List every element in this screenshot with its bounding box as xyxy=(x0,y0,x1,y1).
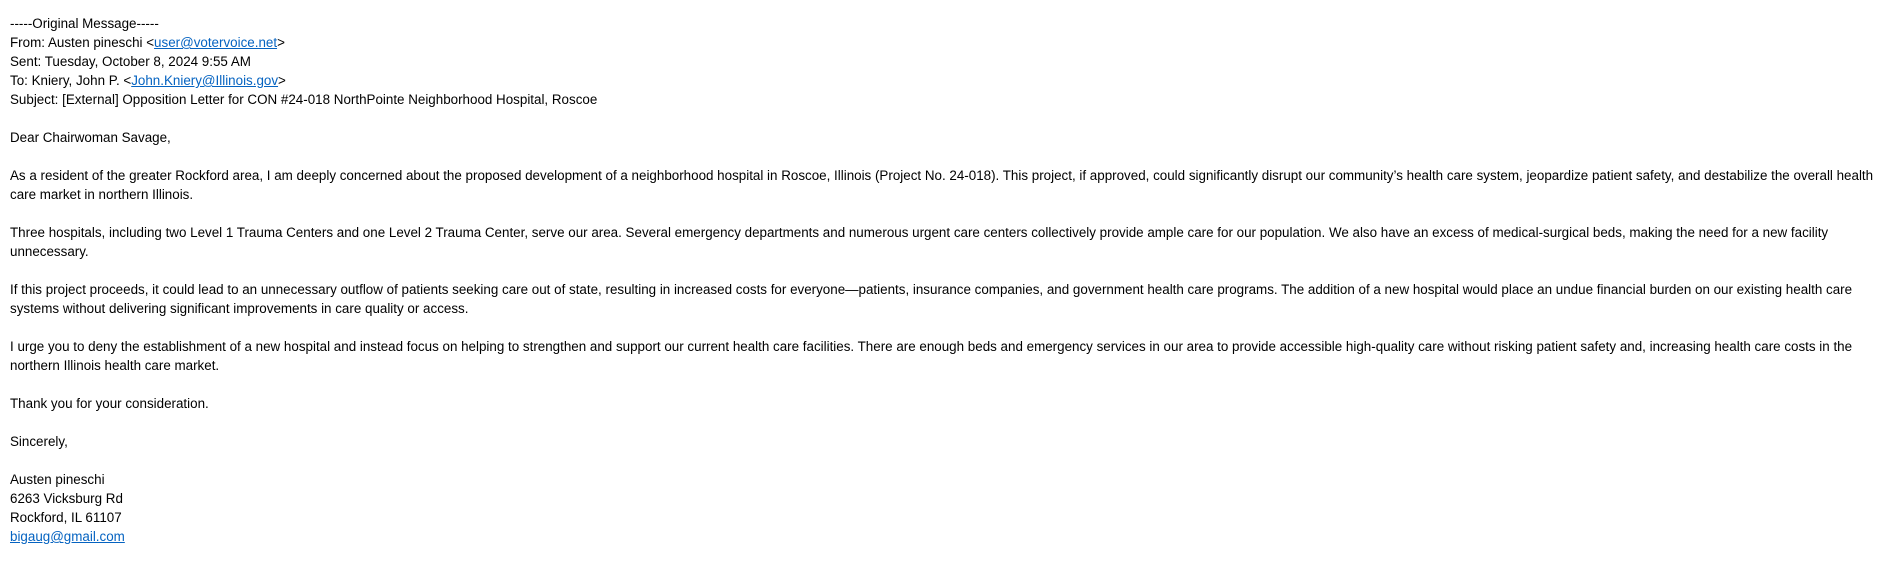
signature-email-line xyxy=(10,527,1888,546)
body-paragraph-4: I urge you to deny the establishment of a new hospital and instead focus on helping to strengthen and support our current health care facilities. There are enough beds and emergency services in our area to provide accessible high-quality care without risking patient safety and, increasing health care costs in the northern Illinois health care market. xyxy=(10,339,1853,373)
spacer xyxy=(10,109,1888,128)
from-email-link[interactable]: user@votervoice.net xyxy=(154,35,278,50)
from-line xyxy=(10,33,1888,52)
spacer xyxy=(10,261,1888,280)
spacer xyxy=(10,451,1888,470)
to-label: To: Kniery, John P. < xyxy=(10,73,132,88)
body-paragraph-1: As a resident of the greater Rockford area, I am deeply concerned about the proposed development of a neighborhood hospital in Roscoe, Illinois (Project No. 24-018). This project, if approved, could significantly disrupt our community’s health care system, jeopardize patient safety, and destabilize the overall health care market in northern Illinois. xyxy=(10,168,1874,202)
spacer xyxy=(10,204,1888,223)
subject-line: Subject: [External] Opposition Letter for CON #24-018 NorthPointe Neighborhood Hospital, Roscoe xyxy=(10,92,598,107)
to-email-link[interactable]: John.Kniery@Illinois.gov xyxy=(131,73,279,88)
original-message-separator: -----Original Message----- xyxy=(10,16,159,31)
signature-city: Rockford, IL 61107 xyxy=(10,510,122,525)
spacer xyxy=(10,413,1888,432)
spacer xyxy=(10,318,1888,337)
from-close: > xyxy=(277,35,285,50)
spacer xyxy=(10,147,1888,166)
signature-email-link[interactable]: bigaug@gmail.com xyxy=(10,529,125,544)
greeting: Dear Chairwoman Savage, xyxy=(10,130,171,145)
signature-street: 6263 Vicksburg Rd xyxy=(10,491,123,506)
closing-line: Sincerely, xyxy=(10,434,68,449)
to-close: > xyxy=(278,73,286,88)
from-name: Austen pineschi < xyxy=(47,35,155,50)
body-paragraph-3: If this project proceeds, it could lead to an unnecessary outflow of patients seeking care out of state, resulting in increased costs for everyone—patients, insurance companies, and government health care programs. The addition of a new hospital would place an undue financial burden on our existing health care systems without delivering significant improvements in care quality or access. xyxy=(10,282,1853,316)
body-paragraph-2: Three hospitals, including two Level 1 Trauma Centers and one Level 2 Trauma Center, serve our area. Several emergency departments and numerous urgent care centers collectively provide ample care for our population. We also have an excess of medical-surgical beds, making the need for a new facility unnecessary. xyxy=(10,225,1829,259)
sent-line: Sent: Tuesday, October 8, 2024 9:55 AM xyxy=(10,54,251,69)
signature-name: Austen pineschi xyxy=(10,472,105,487)
thanks-line: Thank you for your consideration. xyxy=(10,396,209,411)
email-message xyxy=(10,14,1888,546)
spacer xyxy=(10,375,1888,394)
to-line xyxy=(10,71,1888,90)
from-label: From: xyxy=(10,35,48,50)
